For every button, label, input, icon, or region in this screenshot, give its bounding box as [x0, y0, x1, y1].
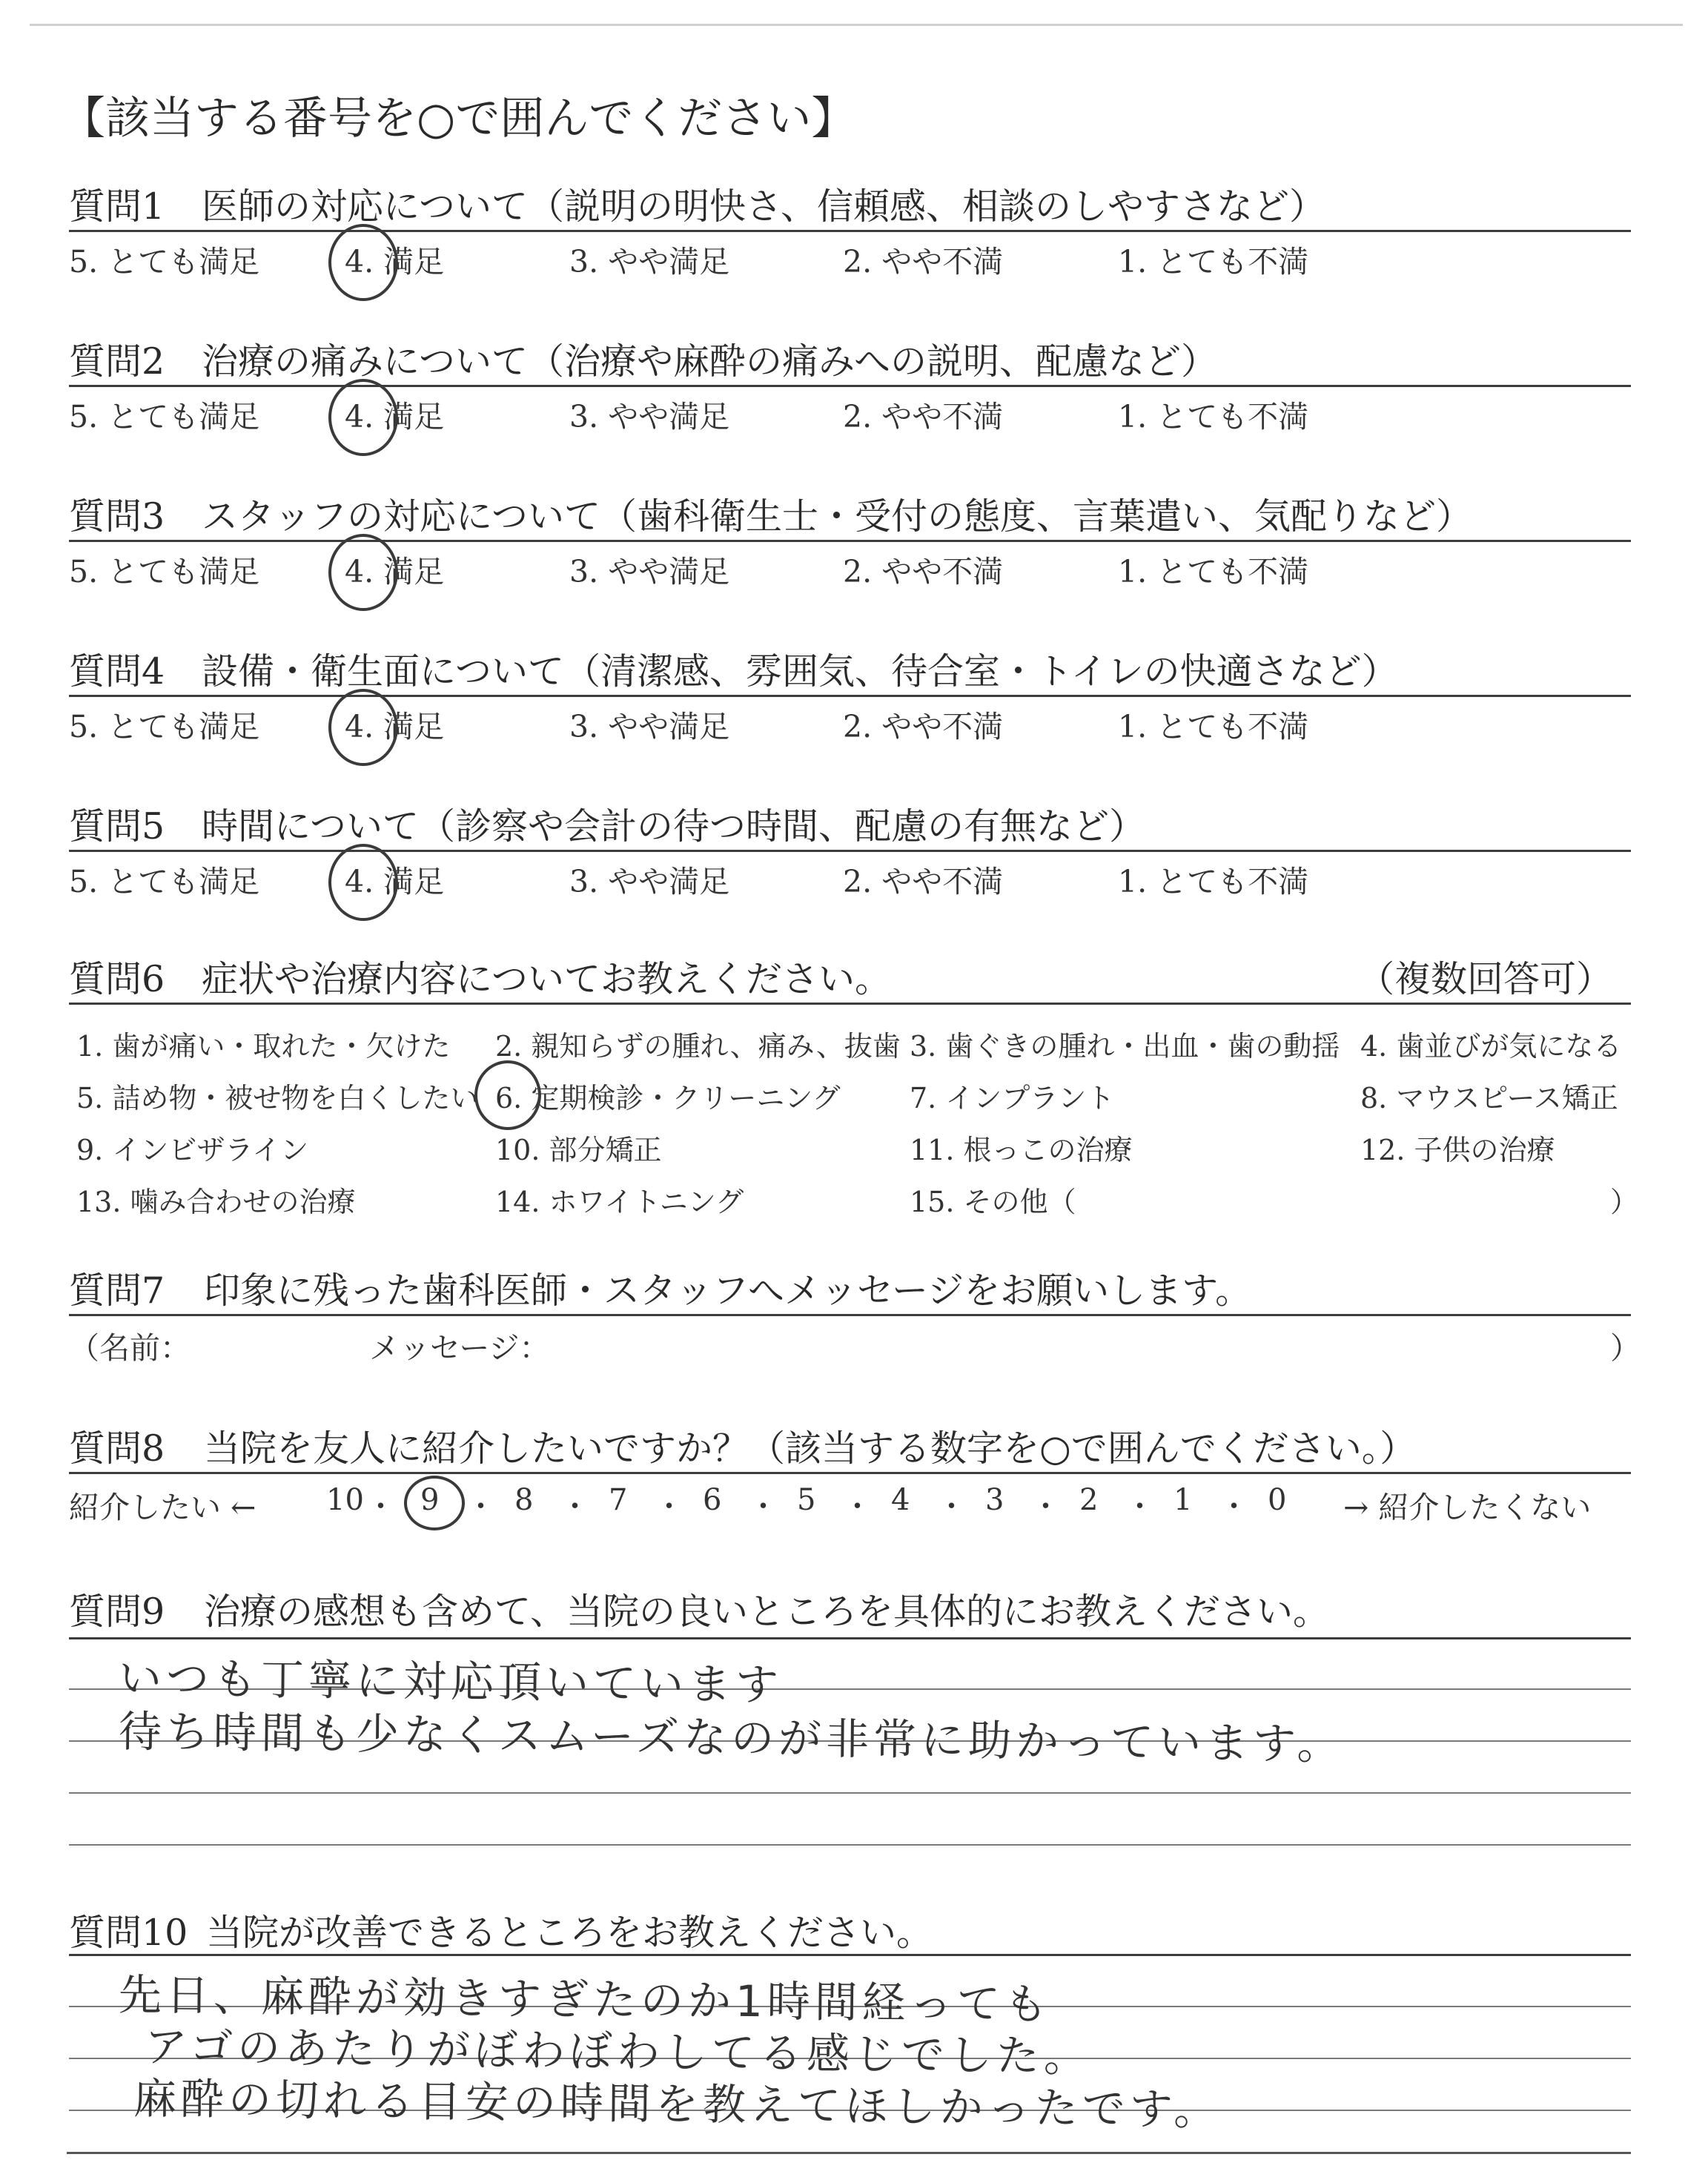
q9-line-3 — [69, 1792, 1631, 1794]
page-title: 【該当する番号を○で囲んでください】 — [61, 93, 856, 145]
q10-answer-line-1: 先日、麻酔が効きすぎたのか1時間経っても — [118, 1969, 1053, 2030]
question-2-text: 治療の痛みについて（治療や麻酔の痛みへの説明、配慮など） — [202, 340, 1218, 383]
scale-value-3[interactable]: 3 — [985, 1483, 1004, 1517]
question-5-selected-circle — [328, 844, 398, 921]
question-5-option-1[interactable]: 1. とても不満 — [1118, 864, 1309, 899]
scale-separator: ・ — [1125, 1490, 1155, 1524]
scale-separator: ・ — [936, 1490, 967, 1524]
q6-item-13[interactable]: 13. 噛み合わせの治療 — [76, 1186, 356, 1218]
question-4-label: 質問4 — [69, 650, 165, 693]
scale-separator: ・ — [1219, 1490, 1249, 1524]
question-5-option-4[interactable]: 4. 満足 — [345, 864, 445, 899]
question-5-option-3[interactable]: 3. やや満足 — [569, 864, 730, 899]
q6-item-8[interactable]: 8. マウスピース矯正 — [1360, 1082, 1618, 1114]
question-3-option-5[interactable]: 5. とても満足 — [69, 554, 260, 589]
question-2-option-5[interactable]: 5. とても満足 — [69, 399, 260, 435]
question-1-option-5[interactable]: 5. とても満足 — [69, 244, 260, 280]
q7-rule — [69, 1314, 1631, 1316]
question-1-selected-circle — [328, 224, 398, 301]
question-1-text: 医師の対応について（説明の明快さ、信頼感、相談のしやすさなど） — [202, 185, 1326, 228]
scale-separator: ・ — [748, 1490, 778, 1524]
scale-value-4[interactable]: 4 — [891, 1483, 910, 1517]
q6-item-1[interactable]: 1. 歯が痛い・取れた・欠けた — [76, 1030, 451, 1063]
q6-other-close: ） — [1610, 1186, 1639, 1218]
q6-item-12[interactable]: 12. 子供の治療 — [1360, 1134, 1555, 1166]
q6-item-14[interactable]: 14. ホワイトニング — [495, 1186, 744, 1218]
scale-separator: ・ — [654, 1490, 684, 1524]
q6-item-3[interactable]: 3. 歯ぐきの腫れ・出血・歯の動揺 — [910, 1030, 1340, 1063]
question-3-rule — [69, 540, 1631, 542]
q10-text: 当院が改善できるところをお教えください。 — [206, 1912, 933, 1954]
q9-line-4 — [69, 1844, 1631, 1846]
q10-answer-line-2: アゴのあたりがぼわぼわしてる感じでした。 — [144, 2021, 1092, 2082]
top-border — [30, 24, 1683, 26]
question-1-option-3[interactable]: 3. やや満足 — [569, 244, 730, 280]
scale-separator: ・ — [466, 1490, 496, 1524]
question-2-option-4[interactable]: 4. 満足 — [345, 399, 445, 435]
question-5-text: 時間について（診察や会計の待つ時間、配慮の有無など） — [202, 805, 1146, 848]
q8-rule — [69, 1472, 1631, 1474]
question-4-selected-circle — [328, 689, 398, 766]
q6-item-2[interactable]: 2. 親知らずの腫れ、痛み、抜歯 — [495, 1030, 901, 1063]
question-3-option-4[interactable]: 4. 満足 — [345, 554, 445, 589]
q6-item-15[interactable]: 15. その他（ — [910, 1186, 1076, 1218]
q6-item-9[interactable]: 9. インビザライン — [76, 1134, 309, 1166]
question-4-text: 設備・衛生面について（清潔感、雰囲気、待合室・トイレの快適さなど） — [202, 650, 1398, 693]
question-2-selected-circle — [328, 379, 398, 456]
question-3-option-3[interactable]: 3. やや満足 — [569, 554, 730, 589]
scale-value-2[interactable]: 2 — [1079, 1483, 1099, 1517]
scale-value-1[interactable]: 1 — [1174, 1483, 1193, 1517]
question-1-rule — [69, 230, 1631, 232]
q7-close: ） — [1610, 1330, 1641, 1366]
scale-value-7[interactable]: 7 — [609, 1483, 628, 1517]
q6-rule — [69, 1003, 1631, 1005]
q6-selected-circle — [474, 1060, 541, 1130]
question-3-label: 質問3 — [69, 495, 165, 538]
q9-label: 質問9 — [69, 1591, 165, 1633]
question-2-rule — [69, 385, 1631, 387]
scale-separator: ・ — [842, 1490, 873, 1524]
question-4-option-3[interactable]: 3. やや満足 — [569, 709, 730, 744]
q6-item-6[interactable]: 6. 定期検診・クリーニング — [495, 1082, 841, 1114]
question-1-option-4[interactable]: 4. 満足 — [345, 244, 445, 280]
q6-text: 症状や治療内容についてお教えください。 — [202, 958, 892, 1000]
q9-answer-line-2: 待ち時間も少なくスムーズなのが非常に助かっています。 — [118, 1706, 1345, 1770]
q7-message-label: メッセージ： — [369, 1330, 550, 1366]
question-4-rule — [69, 695, 1631, 697]
question-2-option-1[interactable]: 1. とても不満 — [1118, 399, 1309, 435]
q8-right-label: → 紹介したくない — [1343, 1490, 1592, 1525]
question-5-option-2[interactable]: 2. やや不満 — [843, 864, 1004, 899]
question-1-label: 質問1 — [69, 185, 165, 228]
question-5-label: 質問5 — [69, 805, 165, 848]
q6-item-7[interactable]: 7. インプラント — [910, 1082, 1115, 1114]
q6-label: 質問6 — [69, 958, 165, 1000]
scale-separator: ・ — [365, 1490, 396, 1524]
q9-answer-line-1: いつも丁寧に対応頂いています — [118, 1653, 784, 1711]
q8-text: 当院を友人に紹介したいですか？（該当する数字を○で囲んでください。） — [204, 1427, 1417, 1470]
q6-item-11[interactable]: 11. 根っこの治療 — [910, 1134, 1133, 1166]
question-2-option-2[interactable]: 2. やや不満 — [843, 399, 1004, 435]
q8-left-label: 紹介したい ← — [69, 1490, 256, 1525]
q10-label: 質問10 — [69, 1912, 188, 1954]
question-1-option-2[interactable]: 2. やや不満 — [843, 244, 1004, 280]
question-3-text: スタッフの対応について（歯科衛生士・受付の態度、言葉遣い、気配りなど） — [202, 495, 1473, 538]
question-2-option-3[interactable]: 3. やや満足 — [569, 399, 730, 435]
question-4-option-5[interactable]: 5. とても満足 — [69, 709, 260, 744]
question-5-option-5[interactable]: 5. とても満足 — [69, 864, 260, 899]
q10-rule — [69, 1954, 1631, 1956]
q10-answer-line-3: 麻酔の切れる目安の時間を教えてほしかったです。 — [133, 2073, 1222, 2136]
scale-separator: ・ — [1030, 1490, 1061, 1524]
q7-name-label: （名前： — [69, 1330, 191, 1366]
q6-note: （複数回答可） — [1358, 958, 1613, 1000]
scale-separator: ・ — [560, 1490, 590, 1524]
question-5-rule — [69, 850, 1631, 852]
q6-item-5[interactable]: 5. 詰め物・被せ物を白くしたい — [76, 1082, 479, 1114]
scale-selected-circle — [404, 1476, 465, 1530]
question-1-option-1[interactable]: 1. とても不満 — [1118, 244, 1309, 280]
scale-value-8[interactable]: 8 — [514, 1483, 534, 1517]
scale-value-5[interactable]: 5 — [797, 1483, 816, 1517]
scale-value-6[interactable]: 6 — [703, 1483, 722, 1517]
scale-value-0[interactable]: 0 — [1268, 1483, 1287, 1517]
q6-item-4[interactable]: 4. 歯並びが気になる — [1360, 1030, 1622, 1063]
bottom-border — [67, 2152, 1631, 2154]
q9-text: 治療の感想も含めて、当院の良いところを具体的にお教えください。 — [204, 1591, 1330, 1633]
question-3-option-1[interactable]: 1. とても不満 — [1118, 554, 1309, 589]
q6-item-10[interactable]: 10. 部分矯正 — [495, 1134, 662, 1166]
scale-value-10[interactable]: 10 — [326, 1483, 364, 1517]
question-2-label: 質問2 — [69, 340, 165, 383]
question-3-selected-circle — [328, 534, 398, 611]
question-4-option-2[interactable]: 2. やや不満 — [843, 709, 1004, 744]
q9-rule — [69, 1637, 1631, 1639]
question-4-option-4[interactable]: 4. 満足 — [345, 709, 445, 744]
q7-text: 印象に残った歯科医師・スタッフへメッセージをお願いします。 — [204, 1269, 1252, 1312]
q8-label: 質問8 — [69, 1427, 165, 1470]
question-4-option-1[interactable]: 1. とても不満 — [1118, 709, 1309, 744]
q7-label: 質問7 — [69, 1269, 165, 1312]
scale-value-9[interactable]: 9 — [420, 1483, 440, 1517]
question-3-option-2[interactable]: 2. やや不満 — [843, 554, 1004, 589]
